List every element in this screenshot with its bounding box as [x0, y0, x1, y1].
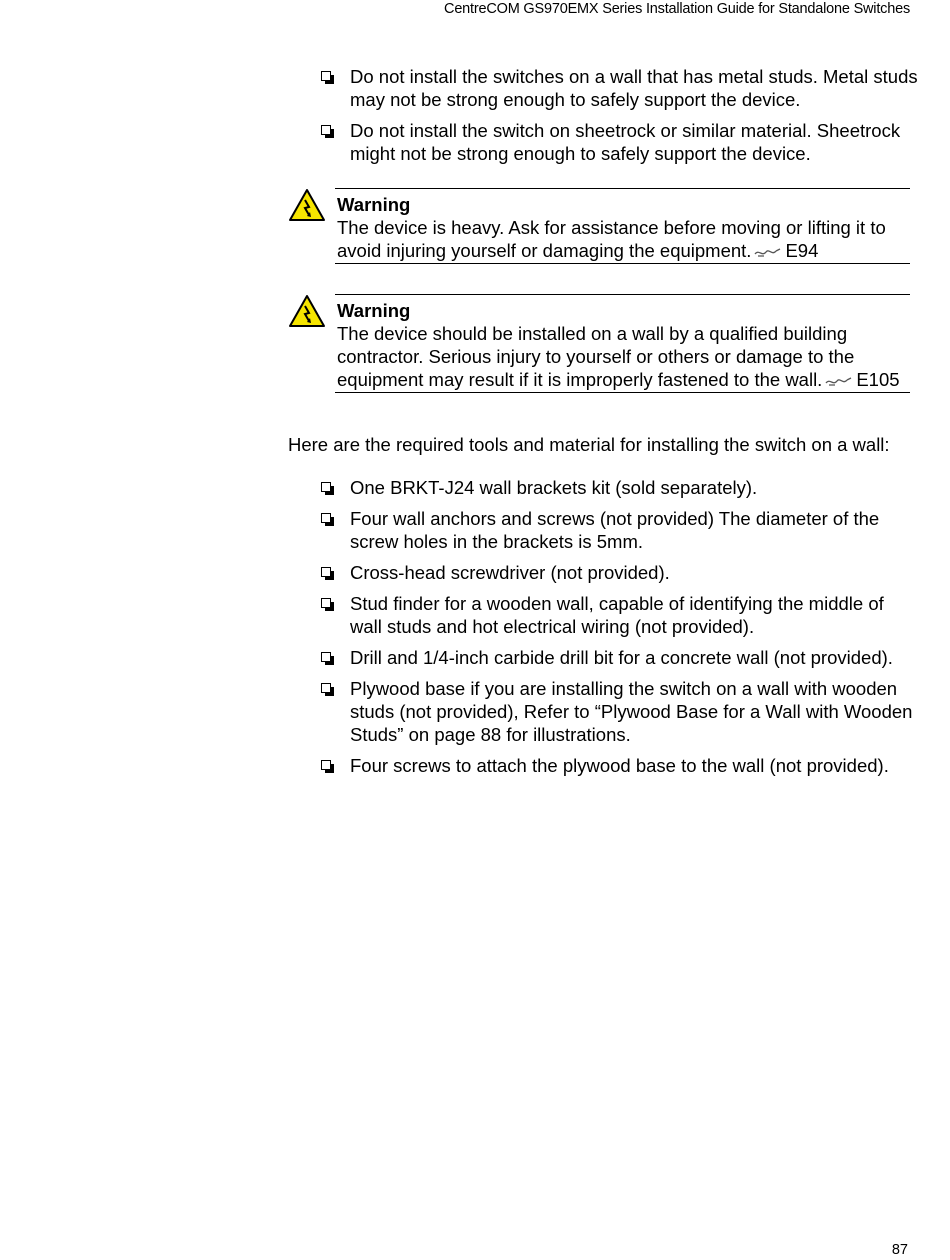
warning-body	[335, 188, 910, 264]
list-item	[318, 507, 918, 553]
warning-code: E94	[785, 240, 819, 261]
list-item-text: Four wall anchors and screws (not provided) The diameter of the screw holes in the brackets is 5mm.	[350, 508, 880, 552]
warning-text: The device should be installed on a wall by a qualified building contractor. Serious injury to yourself or others or damage to the equipment may result if it is improperly fastened to the wall. E105	[337, 323, 900, 390]
electrical-hazard-icon	[288, 188, 326, 222]
list-item	[318, 646, 918, 669]
checkbox-bullet-icon	[321, 567, 331, 577]
list-item-text: Plywood base if you are installing the switch on a wall with wooden studs (not provided), Refer to “Plywood Base for a Wall with Wooden Studs” on page 88 for illustrations.	[350, 678, 913, 745]
page-number: 87	[891, 1242, 908, 1258]
electrical-hazard-icon	[288, 294, 326, 328]
list-item-text: Stud finder for a wooden wall, capable of identifying the middle of wall studs and hot electrical wiring (not provided).	[350, 593, 884, 637]
list-item	[318, 592, 918, 638]
list-item	[318, 476, 918, 499]
warning-body	[335, 294, 910, 393]
list-item-text: Drill and 1/4-inch carbide drill bit for a concrete wall (not provided).	[350, 647, 893, 668]
warning-code: E105	[856, 369, 900, 390]
list-item	[318, 561, 918, 584]
checkbox-bullet-icon	[321, 125, 331, 135]
list-item-text: Do not install the switches on a wall that has metal studs. Metal studs may not be strong enough to safely support the device.	[350, 66, 918, 110]
checkbox-bullet-icon	[321, 513, 331, 523]
checkbox-bullet-icon	[321, 71, 331, 81]
hand-pointer-icon	[754, 245, 782, 259]
list-item-text: Four screws to attach the plywood base to the wall (not provided).	[350, 755, 889, 776]
list-item-text: Do not install the switch on sheetrock or similar material. Sheetrock might not be strong enough to safely support the device.	[350, 120, 901, 164]
hand-pointer-icon	[825, 374, 853, 388]
warning-title: Warning	[337, 300, 411, 321]
warning-text: The device is heavy. Ask for assistance before moving or lifting it to avoid injuring yourself or damaging the equipment. E94	[337, 217, 886, 261]
list-item-text: One BRKT-J24 wall brackets kit (sold separately).	[350, 477, 758, 498]
checkbox-bullet-icon	[321, 683, 331, 693]
list-item-text: Cross-head screwdriver (not provided).	[350, 562, 670, 583]
tools-list	[318, 476, 918, 785]
list-item	[318, 754, 918, 777]
checkbox-bullet-icon	[321, 482, 331, 492]
list-item	[318, 65, 918, 111]
checkbox-bullet-icon	[321, 598, 331, 608]
running-header: CentreCOM GS970EMX Series Installation Guide for Standalone Switches	[444, 1, 910, 17]
warning-title: Warning	[337, 194, 411, 215]
intro-paragraph: Here are the required tools and material for installing the switch on a wall:	[288, 434, 890, 455]
precaution-list	[318, 65, 918, 173]
checkbox-bullet-icon	[321, 760, 331, 770]
list-item	[318, 677, 918, 746]
checkbox-bullet-icon	[321, 652, 331, 662]
list-item	[318, 119, 918, 165]
